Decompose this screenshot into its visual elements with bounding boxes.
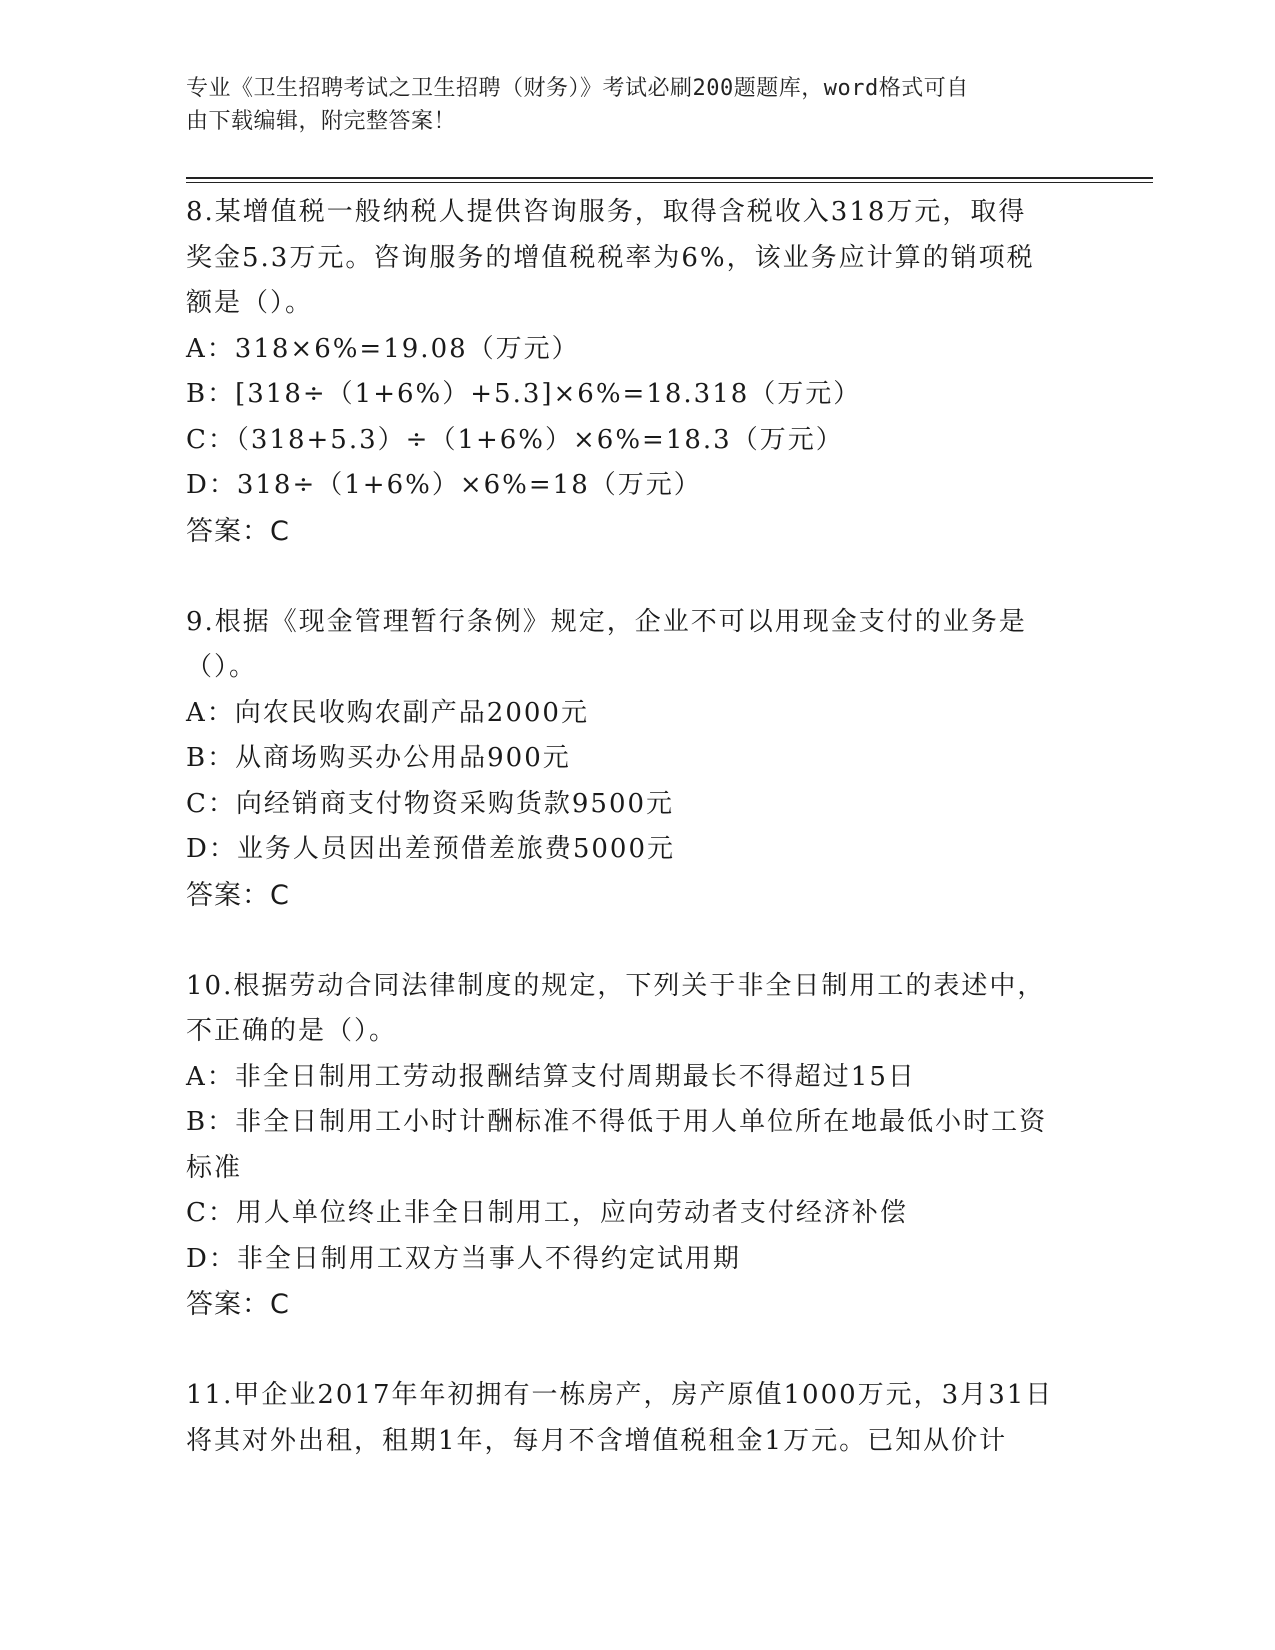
option-d: D：业务人员因出差预借差旅费5000元: [186, 834, 676, 864]
option-c: C：用人单位终止非全日制用工，应向劳动者支付经济补偿: [186, 1198, 908, 1228]
option-d: D：非全日制用工双方当事人不得约定试用期: [186, 1243, 741, 1274]
answer-line: 答案：C: [186, 879, 290, 911]
question-list: [186, 190, 1086, 1464]
option-a: A：向农民收购农副产品2000元: [186, 697, 589, 728]
spacer: [186, 1328, 1086, 1374]
header-divider-thin: [186, 182, 1153, 183]
option-b-continued: 标准: [186, 1152, 243, 1183]
spacer: [186, 918, 1086, 964]
option-a: A：318×6%=19.08（万元）: [186, 333, 580, 364]
spacer: [186, 554, 1086, 600]
question-text-line: 额是（）。: [186, 288, 314, 318]
question-11: [186, 1373, 1086, 1464]
question-text-line: 10.根据劳动合同法律制度的规定，下列关于非全日制用工的表述中，: [186, 970, 1046, 1001]
question-text-line: 将其对外出租，租期1年，每月不含增值税租金1万元。已知从价计: [186, 1425, 1008, 1456]
question-9: [186, 600, 1086, 919]
option-c: C：向经销商支付物资采购货款9500元: [186, 788, 675, 819]
option-c: C：（318+5.3）÷（1+6%）×6%=18.3（万元）: [186, 424, 844, 455]
option-b: B：从商场购买办公用品900元: [186, 743, 571, 773]
option-b: B：[318÷（1+6%）+5.3]×6%=18.318（万元）: [186, 379, 862, 409]
option-b: B：非全日制用工小时计酬标准不得低于用人单位所在地最低小时工资: [186, 1107, 1048, 1137]
option-d: D：318÷（1+6%）×6%=18（万元）: [186, 470, 702, 500]
question-text-line: 11.甲企业2017年年初拥有一栋房产，房产原值1000万元，3月31日: [186, 1380, 1054, 1410]
question-8: [186, 190, 1086, 554]
question-10: [186, 964, 1086, 1328]
question-text-line: 奖金5.3万元。咨询服务的增值税税率为6%，该业务应计算的销项税: [186, 242, 1035, 273]
question-text-line: （）。: [186, 652, 258, 682]
question-text-line: 不正确的是（）。: [186, 1016, 398, 1046]
answer-line: 答案：C: [186, 515, 290, 547]
answer-line: 答案：C: [186, 1289, 290, 1320]
question-text-line: 9.根据《现金管理暂行条例》规定，企业不可以用现金支付的业务是: [186, 606, 1027, 637]
document-header: [186, 72, 1066, 138]
question-text-line: 8.某增值税一般纳税人提供咨询服务，取得含税收入318万元，取得: [186, 197, 1027, 227]
option-a: A：非全日制用工劳动报酬结算支付周期最长不得超过15日: [186, 1061, 916, 1092]
header-line-2: 由下载编辑，附完整答案！: [186, 109, 457, 134]
header-line-1: 专业《卫生招聘考试之卫生招聘（财务）》考试必刷200题题库，word格式可自: [186, 76, 969, 101]
header-divider-thick: [186, 177, 1153, 179]
